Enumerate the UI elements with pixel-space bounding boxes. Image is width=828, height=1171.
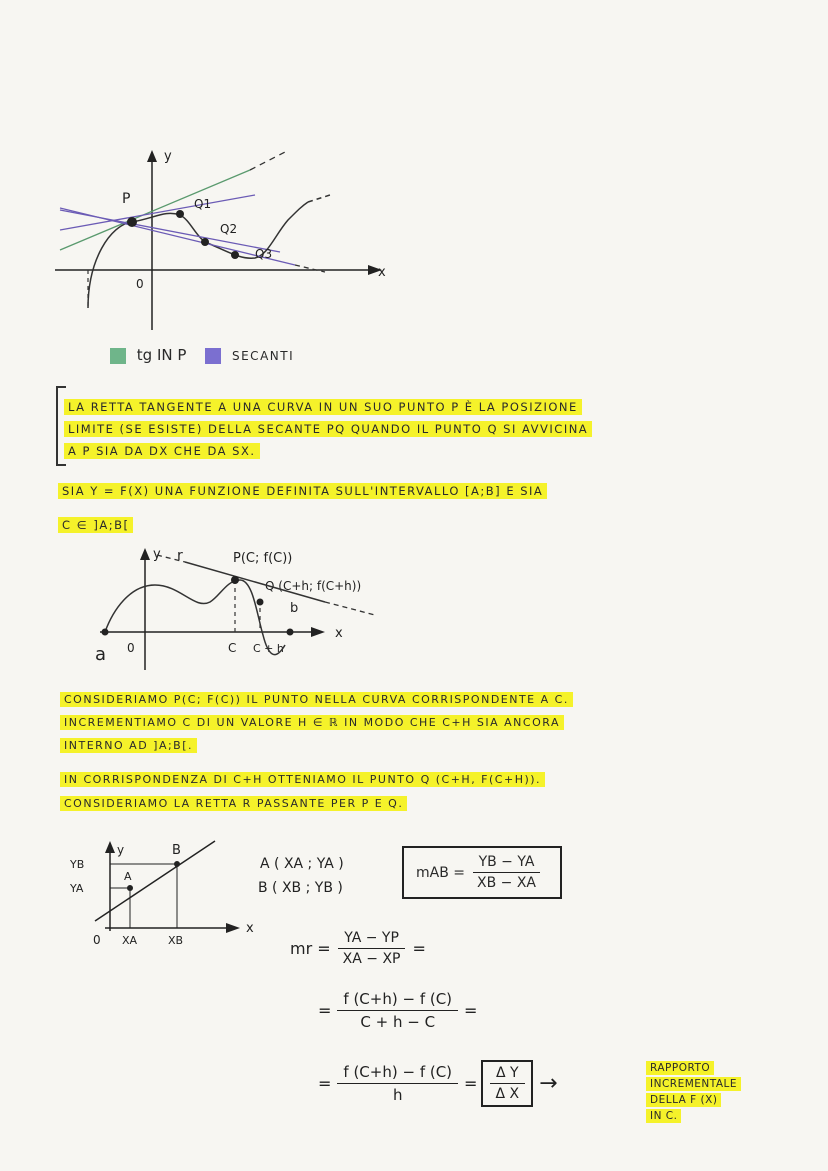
result-line-3: DELLA F (X) xyxy=(646,1093,721,1107)
slope-graph xyxy=(60,836,270,956)
step3-numerator: f (C+h) − f (C) xyxy=(337,1063,458,1084)
tangent-secant-graph xyxy=(40,140,410,340)
point-q xyxy=(257,599,264,606)
mr-equals: = xyxy=(412,939,426,958)
point-q1 xyxy=(176,210,184,218)
y-axis-label: y xyxy=(117,843,125,857)
mr-row xyxy=(290,930,426,967)
y-axis-label: y xyxy=(153,547,161,562)
slope-ab-numerator: YB − YA xyxy=(473,854,541,873)
secant-dashed xyxy=(295,265,325,272)
step3-equals-right: = xyxy=(464,1074,478,1093)
function-intro xyxy=(58,474,547,542)
point-q2 xyxy=(201,238,209,246)
point-b xyxy=(174,861,180,867)
paragraph-increment-line-1: CONSIDERIAMO P(C; F(C)) IL PUNTO NELLA CURVA CORRISPONDENTE A C. xyxy=(60,692,573,707)
label-p: P xyxy=(122,191,131,207)
paragraph-increment-line-3: INTERNO AD ]A;B[. xyxy=(60,738,197,753)
definition-block xyxy=(64,396,592,462)
result-line-4: IN C. xyxy=(646,1109,681,1123)
point-p-label: P(C; f(C)) xyxy=(233,551,293,566)
secant-approach-graph xyxy=(85,540,435,690)
step2-fraction xyxy=(337,990,458,1031)
point-q-label: Q (C+h; f(C+h)) xyxy=(265,579,362,593)
paragraph-line-r-line-2: CONSIDERIAMO LA RETTA R PASSANTE PER P E Q. xyxy=(60,796,407,811)
c-label: C xyxy=(228,641,237,655)
result-line-2: INCREMENTALE xyxy=(646,1077,741,1091)
tangent-dashed xyxy=(250,152,285,170)
definition-line-1: LA RETTA TANGENTE A UNA CURVA IN UN SUO PUNTO P È LA POSIZIONE xyxy=(64,399,582,415)
label-q1: Q1 xyxy=(194,197,212,211)
mr-label: mr = xyxy=(290,939,331,958)
step3-fraction xyxy=(337,1063,458,1104)
label-q3: Q3 xyxy=(255,247,273,261)
definition-line-3: A P SIA DA DX CHE DA SX. xyxy=(64,443,260,459)
point-q3 xyxy=(231,251,239,259)
label-xb: XB xyxy=(168,934,184,947)
y-axis-label: y xyxy=(164,149,172,164)
origin-label: 0 xyxy=(93,933,101,947)
point-p xyxy=(127,217,137,227)
step3-denominator: h xyxy=(392,1086,403,1104)
delta-denominator: Δ X xyxy=(495,1086,520,1102)
point-b xyxy=(287,629,294,636)
legend-tangent-swatch xyxy=(110,348,126,364)
step3-equals-left: = xyxy=(318,1074,332,1093)
point-a xyxy=(102,629,109,636)
result-line-1: RAPPORTO xyxy=(646,1061,714,1075)
delta-fraction xyxy=(489,1065,525,1102)
point-a-label: a xyxy=(95,644,107,665)
point-a-coords: A ( XA ; YA ) xyxy=(260,856,344,872)
slope-ab-fraction xyxy=(471,854,542,891)
delta-numerator: Δ Y xyxy=(490,1065,525,1084)
label-xa: XA xyxy=(122,934,138,947)
origin-label: 0 xyxy=(127,641,135,655)
slope-ab-box xyxy=(402,846,562,899)
step2-denominator: C + h − C xyxy=(360,1013,436,1031)
function-intro-line-2: C ∈ ]A;B[ xyxy=(58,517,133,533)
label-ya: YA xyxy=(70,882,84,895)
arrow-icon: → xyxy=(539,1071,558,1096)
line-r-label: r xyxy=(177,548,183,564)
paragraph-line-r xyxy=(60,768,545,816)
step2-equals-left: = xyxy=(318,1001,332,1020)
line-r-dashed-right xyxy=(325,602,375,615)
label-a: A xyxy=(124,870,132,883)
function-intro-line-1: SIA Y = F(X) UNA FUNZIONE DEFINITA SULL'INTERVALLO [A;B] E SIA xyxy=(58,483,547,499)
curve-dashed xyxy=(308,195,330,202)
delta-box xyxy=(481,1060,533,1107)
curve xyxy=(88,202,308,308)
c-plus-h-label: C + h xyxy=(253,642,284,655)
origin-label: 0 xyxy=(136,277,144,291)
step2-row xyxy=(318,990,477,1031)
x-axis-label: x xyxy=(378,265,386,280)
step2-numerator: f (C+h) − f (C) xyxy=(337,990,458,1011)
point-b-coords: B ( XB ; YB ) xyxy=(258,880,343,896)
point-a xyxy=(127,885,133,891)
mr-fraction xyxy=(337,930,407,967)
x-axis-label: x xyxy=(246,921,254,936)
legend xyxy=(110,346,294,364)
legend-secant-swatch xyxy=(205,348,221,364)
mr-denominator: XA − XP xyxy=(342,951,401,967)
point-b-label: b xyxy=(290,601,299,616)
x-axis-label: x xyxy=(335,626,343,641)
tangent-line xyxy=(60,170,250,250)
point-p xyxy=(231,576,239,584)
mr-numerator: YA − YP xyxy=(338,930,405,949)
slope-ab-label: mAB = xyxy=(416,864,465,881)
y-axis-arrow xyxy=(147,150,157,162)
x-axis-arrow xyxy=(226,923,240,933)
paragraph-line-r-line-1: IN CORRISPONDENZA DI C+H OTTENIAMO IL PUNTO Q (C+H, F(C+H)). xyxy=(60,772,545,787)
label-yb: YB xyxy=(70,858,85,871)
y-axis-arrow xyxy=(140,548,150,560)
definition-line-2: LIMITE (SE ESISTE) DELLA SECANTE PQ QUANDO IL PUNTO Q SI AVVICINA xyxy=(64,421,592,437)
x-axis-arrow xyxy=(311,627,325,637)
result-note xyxy=(646,1060,741,1124)
step2-equals-right: = xyxy=(464,1001,478,1020)
label-q2: Q2 xyxy=(220,222,238,236)
legend-tangent-label: tg IN P xyxy=(136,346,187,364)
y-axis-arrow xyxy=(105,841,115,853)
label-b: B xyxy=(172,843,181,858)
paragraph-increment-line-2: INCREMENTIAMO C DI UN VALORE H ∈ ℝ IN MODO CHE C+H SIA ANCORA xyxy=(60,715,564,730)
step3-row xyxy=(318,1060,558,1107)
paragraph-increment xyxy=(60,688,573,757)
legend-secant-label: SECANTI xyxy=(231,349,295,363)
slope-ab-denominator: XB − XA xyxy=(477,875,536,891)
